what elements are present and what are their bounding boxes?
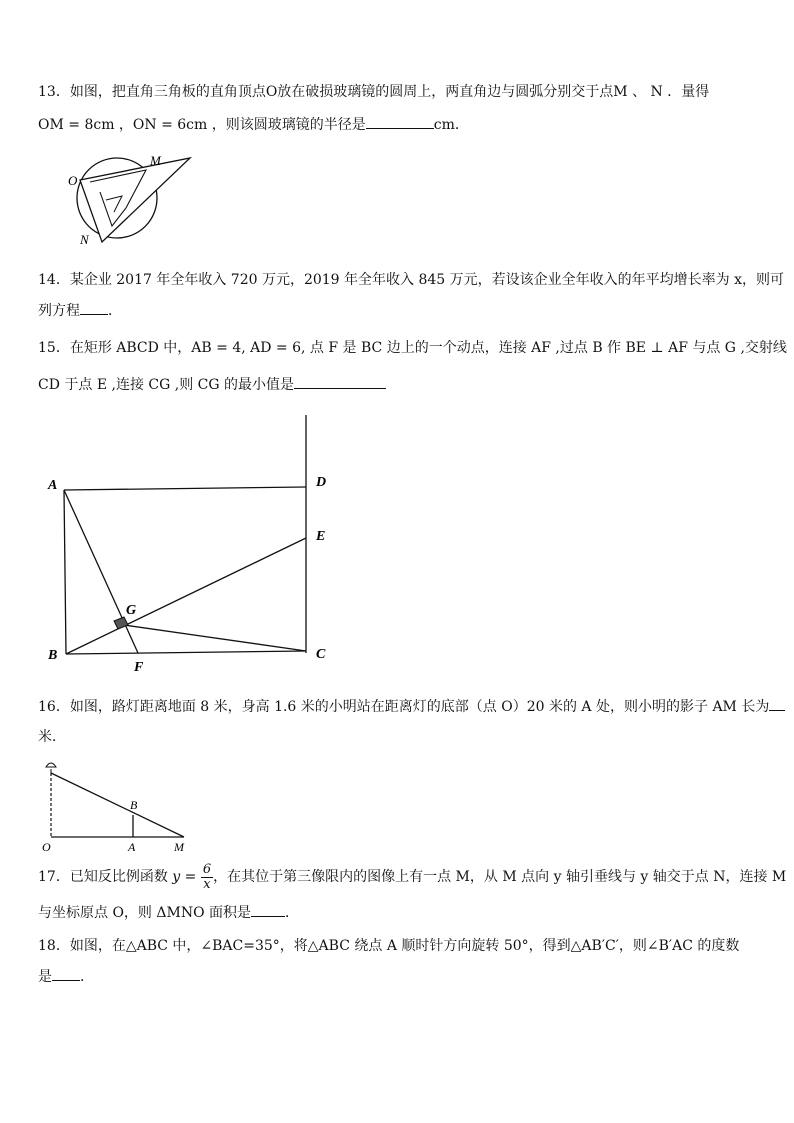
q15-label-F: F (134, 660, 144, 675)
q16-line1-text: 16．如图，路灯距离地面 8 米，身高 1.6 米的小明站在距离灯的底部（点 O）20 米的 A 处，则小明的影子 AM 长为 (38, 699, 770, 715)
q13-line2-suffix: cm． (433, 117, 469, 133)
q15-label-D: D (316, 475, 327, 490)
q17-func-y: y = (172, 869, 197, 885)
q15-label-B: B (48, 648, 58, 663)
q17-line2-suffix: ． (285, 905, 300, 921)
q17-prefix: 17．已知反比例函数 (38, 869, 168, 885)
q15-label-C: C (316, 647, 326, 662)
q18-text-line2 (38, 966, 94, 987)
q17-fraction (201, 863, 213, 892)
q15-label-E: E (316, 529, 326, 544)
q14-answer-blank[interactable] (80, 300, 108, 315)
q15-answer-blank[interactable] (294, 374, 386, 389)
side-ab (64, 490, 66, 654)
q13-text-line2 (38, 114, 469, 135)
q13-label-O: O (68, 173, 78, 188)
q16-label-M: M (174, 840, 184, 854)
q18-text-line1: 18．如图，在△ABC 中，∠BAC=35°，将△ABC 绕点 A 顺时针方向旋转 50°，得到△AB′C′，则∠B′AC 的度数 (38, 938, 740, 954)
q13-text-line1: 13．如图，把直角三角板的直角顶点O放在破损玻璃镜的圆周上，两直角边与圆弧分别交于点M 、 N ．量得 (38, 84, 710, 100)
q16-text-line1 (38, 696, 785, 717)
segment-be (66, 538, 306, 654)
q17-rest: ，在其位于第三像限内的图像上有一点 M，从 M 点向 y 轴引垂线与 y 轴交于点 N，连接 M (213, 869, 787, 885)
q16-answer-blank[interactable] (769, 696, 785, 711)
q13-label-M: M (150, 153, 161, 168)
q16-label-O: O (42, 840, 51, 854)
q15-label-A: A (48, 478, 58, 493)
q15-line2-prefix: CD 于点 E ,连接 CG ,则 CG 的最小值是 (38, 377, 294, 393)
q17-line2-prefix: 与坐标原点 O，则 ΔMNO 面积是 (38, 905, 252, 921)
set-square (80, 158, 190, 242)
q18-line2-prefix: 是 (38, 969, 52, 985)
q17-denominator: x (203, 876, 211, 892)
q18-line2-suffix: ． (80, 969, 94, 985)
q13-figure (62, 150, 202, 250)
q16-figure (38, 757, 198, 855)
q13-answer-blank[interactable] (366, 114, 434, 129)
side-bc (66, 651, 306, 654)
q16-label-A: A (128, 840, 136, 854)
q15-text-line2 (38, 374, 386, 395)
q17-text-line2 (38, 902, 299, 923)
q15-label-G: G (126, 603, 137, 618)
segment-af (64, 490, 138, 653)
q15-figure (40, 405, 350, 675)
q18-answer-blank[interactable] (52, 966, 80, 981)
q13-label-N: N (80, 232, 89, 247)
q14-line2-prefix: 列方程 (38, 303, 80, 319)
q14-line2-suffix: ． (108, 303, 122, 319)
q14-text-line2 (38, 300, 122, 321)
q14-text-line1: 14．某企业 2017 年全年收入 720 万元，2019 年全年收入 845 万元，若设该企业全年收入的年平均增长率为 x，则可 (38, 272, 785, 288)
segment-cg (124, 625, 306, 651)
q17-numerator: 6 (202, 861, 212, 877)
q15-text-line1: 15．在矩形 ABCD 中，AB = 4, AD = 6, 点 F 是 BC 边上的一个动点，连接 AF ,过点 B 作 BE ⊥ AF 与点 G ,交射线 (38, 340, 787, 356)
side-ad (64, 487, 306, 490)
street-lamp-icon (46, 763, 56, 767)
light-ray (51, 773, 184, 837)
q13-line2-prefix: OM = 8cm ，ON = 6cm ，则该圆玻璃镜的半径是 (38, 117, 366, 133)
q17-answer-blank[interactable] (251, 902, 285, 917)
q16-text-line2: 米． (38, 729, 66, 745)
q16-label-B: B (130, 798, 138, 812)
q17-text-line1 (38, 860, 786, 894)
